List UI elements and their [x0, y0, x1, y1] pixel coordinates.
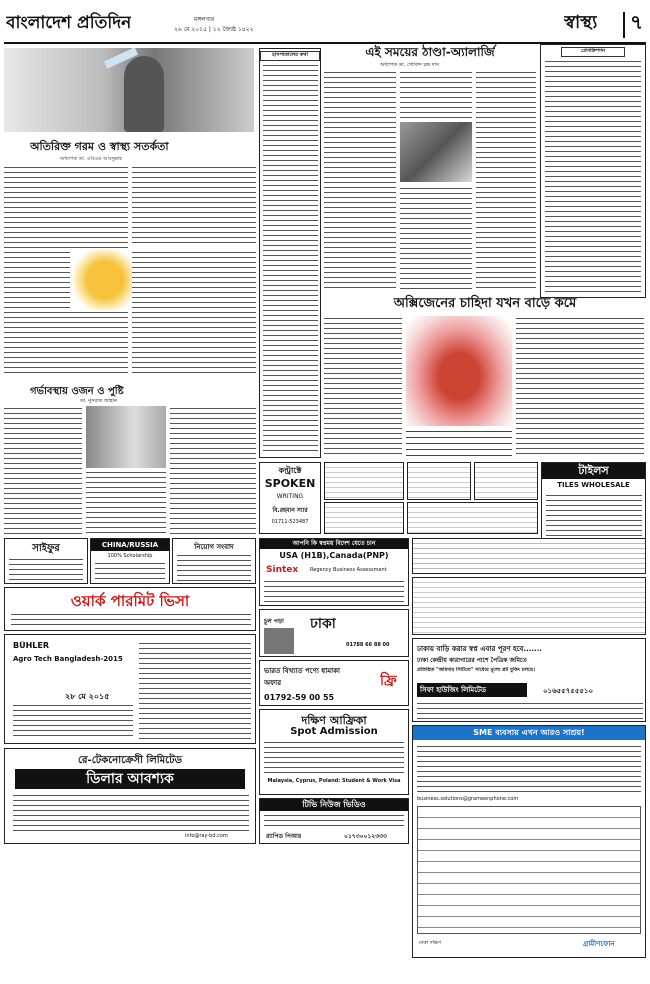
- dhaka-hair-photo: [264, 628, 294, 654]
- dhaka-hair-main: ঢাকা: [310, 616, 336, 632]
- dhaka-hair-phone: 01788 66 88 00: [346, 642, 390, 648]
- buhler-ad: [4, 634, 256, 744]
- saiful-ad: [4, 538, 88, 584]
- china-russia-title: CHINA/RUSSIA: [91, 539, 169, 551]
- visa-ad-countries: USA (H1B),Canada(PNP): [279, 551, 389, 560]
- section-divider: [623, 12, 625, 38]
- spoken-ad-phone: 01711-523487: [271, 519, 309, 525]
- spoken-ad-main: SPOKEN: [264, 477, 316, 490]
- india-offer-ad: [259, 660, 409, 706]
- issue-date: ২৬ মে ২০১৫ | ১২ জ্যৈষ্ঠ ১৪২২: [174, 26, 254, 33]
- china-russia-ad: [90, 538, 170, 584]
- advice-column-text: [545, 59, 641, 293]
- tv-news-phone: ০১৭৩০০১২৩৩৩: [344, 833, 387, 840]
- niyog-ad-text: [177, 553, 251, 581]
- dealer-ad: [4, 748, 256, 844]
- africa-ad-text: [264, 740, 404, 776]
- work-permit-text: [11, 612, 251, 628]
- sun-illustration: [70, 250, 140, 310]
- oxygen-title: অক্সিজেনের চাহিদা যখন বাড়ে কমে: [393, 296, 577, 311]
- small-ad-3: [474, 462, 538, 500]
- dealer-company: রে-টেকনোক্রেসী লিমিটেড: [78, 755, 182, 766]
- spoken-ad-top: কন্ট্রাক্টে: [278, 466, 302, 475]
- land-ad-headline: ঢাকায় বাড়ি করার স্বপ্ন এবার পূরণ হবে.......: [417, 645, 543, 653]
- issue-day: মঙ্গলবার: [194, 16, 215, 23]
- hospital-column-label: হাসপাতালের কথা: [260, 51, 320, 61]
- buhler-date: ২৮ মে ২০১৫: [65, 692, 110, 701]
- land-ad: [412, 638, 646, 722]
- land-ad-text: [417, 701, 643, 719]
- cold-body-col2b: [400, 186, 472, 290]
- visa-ad-header: আপনি কি স্বপ্নময় বিদেশ যেতে চান: [260, 539, 408, 549]
- saiful-ad-text: [9, 557, 83, 581]
- land-ad-company: সিফা হাউজিং লিমিটেড: [417, 683, 527, 697]
- dealer-text: [13, 793, 249, 831]
- work-permit-title: ওয়ার্ক পারমিট ভিসা: [70, 592, 190, 610]
- land-ad-sub: ঢাকা কেন্দ্রীয় কারাগারের পাশে পৈত্রিক জমিতে: [417, 657, 527, 664]
- visa-ad-text: [264, 579, 404, 603]
- cold-photo: [400, 122, 472, 182]
- africa-ad: [259, 709, 409, 795]
- pregnancy-title: গর্ভাবস্থায় ওজন ও পুষ্টি: [30, 386, 124, 397]
- section-title: স্বাস্থ্য: [564, 12, 598, 33]
- sme-ad-header: SME ব্যবসায় এখন আরও সাশ্রয়!: [413, 726, 645, 740]
- china-russia-line: 100% Scholarship: [107, 553, 153, 559]
- pregnancy-photo: [86, 406, 166, 468]
- dhaka-hair-sub: চুল পড়া: [264, 618, 284, 625]
- buhler-side-text: [139, 641, 251, 739]
- buhler-event: Agro Tech Bangladesh-2015: [13, 655, 123, 663]
- grameenphone-logo: গ্রামীণফোন: [583, 940, 615, 948]
- land-ad-phone: ০১৬৫৫৭৫৫৫১০: [543, 687, 594, 695]
- small-ad-5: [407, 502, 538, 534]
- sme-ad-footer: ঢাকা দক্ষিণ: [419, 940, 441, 946]
- cold-body-col3: [476, 70, 536, 290]
- buhler-text: [13, 703, 133, 739]
- spoken-ad-sub: WRITING: [276, 493, 304, 500]
- pregnancy-body-col1: [4, 406, 82, 534]
- buhler-brand: BÜHLER: [13, 641, 50, 650]
- sme-ad-text: [417, 744, 641, 792]
- spoken-ad-teacher: বি.রহমান স্যার: [272, 507, 308, 514]
- cold-title: এই সময়ের ঠাণ্ডা-অ্যালার্জি: [365, 45, 495, 59]
- tv-news-ad: [259, 798, 409, 844]
- pregnancy-byline: ডা. নুসরাত জাহান: [80, 398, 118, 404]
- work-permit-ad: [4, 587, 256, 631]
- page-number: ৭: [630, 10, 644, 34]
- dealer-title: ডিলার আবশ্যক: [15, 769, 245, 789]
- tiles-ad-title: টাইলস: [542, 463, 645, 479]
- africa-ad-sub: Spot Admission: [290, 726, 378, 737]
- sme-ad: [412, 725, 646, 958]
- small-ad-4: [324, 502, 404, 534]
- saiful-ad-title: সাইফুর: [32, 543, 60, 554]
- cold-body-col2: [400, 70, 472, 120]
- heat-body-col2: [132, 165, 256, 245]
- india-offer-free: ফ্রি: [380, 673, 397, 689]
- advice-column-label: প্রেসক্রিপশন: [561, 47, 625, 57]
- masthead: [4, 4, 646, 44]
- heat-photo: [4, 48, 254, 132]
- heat-title: অতিরিক্ত গরম ও স্বাস্থ্য সতর্কতা: [30, 140, 169, 153]
- hospital-column-text: [263, 63, 318, 453]
- cold-byline: অধ্যাপক ডা. গোবিন্দ চন্দ্র দাস: [380, 62, 440, 68]
- hospital-column: [259, 48, 321, 458]
- niyog-ad-title: নিয়োগ সংবাদ: [194, 543, 234, 551]
- tiles-ad-sub: TILES WHOLESALE: [557, 481, 630, 489]
- advice-column: [540, 44, 646, 298]
- sme-price-table: [417, 806, 641, 934]
- sme-ad-email: business.solutions@grameenphone.com: [417, 796, 519, 802]
- heart-lungs-illustration: [406, 316, 512, 426]
- dealer-email: info@ray-bd.com: [185, 833, 228, 839]
- oxygen-body-col1: [324, 316, 402, 456]
- africa-ad-tag: Malaysia, Cyprus, Poland: Student & Work Visa: [267, 778, 401, 784]
- oxygen-body-col3: [516, 316, 644, 456]
- heat-body-col3: [132, 250, 256, 377]
- china-russia-text: [95, 561, 165, 581]
- africa-ad-title: দক্ষিণ আফ্রিকা: [301, 714, 367, 727]
- tv-news-text: [264, 813, 404, 827]
- visa-ad-sintex: Sintex: [266, 565, 299, 575]
- small-ad-6: [412, 577, 646, 635]
- dhaka-hair-ad: [259, 609, 409, 657]
- oxygen-caption: [406, 428, 512, 456]
- heat-byline: অধ্যাপক ডা. এবিএম আবদুল্লাহ: [60, 156, 122, 162]
- cold-body-col1: [324, 70, 396, 290]
- land-ad-project: প্রতিষ্ঠিত "জমিদার সিটিতে" সাধ্যের মূল্যে প্লট বুকিং চলছে।: [417, 667, 535, 673]
- tv-news-sub: র‍্যাপিড পিআর: [266, 833, 302, 840]
- boy-figure: [124, 56, 164, 132]
- india-offer-phone: 01792-59 00 55: [264, 693, 335, 702]
- pregnancy-body-col3: [170, 406, 256, 534]
- small-ad-2: [407, 462, 471, 500]
- visa-ad-sub: Regency Business Assessment: [310, 567, 387, 573]
- tv-news-title: টিভি নিউজ ভিডিও: [260, 799, 408, 811]
- hospital-ad-right: [412, 538, 646, 574]
- visa-ad: [259, 538, 409, 606]
- small-ad-1: [324, 462, 404, 500]
- spoken-ad: [259, 462, 321, 534]
- newspaper-logo: বাংলাদেশ প্রতিদিন: [6, 13, 132, 33]
- pregnancy-body-col2: [86, 470, 166, 534]
- niyog-ad: [172, 538, 256, 584]
- india-offer-text: ভারত বিখ্যাত পণ্যে ধামাকা অফার: [264, 667, 341, 687]
